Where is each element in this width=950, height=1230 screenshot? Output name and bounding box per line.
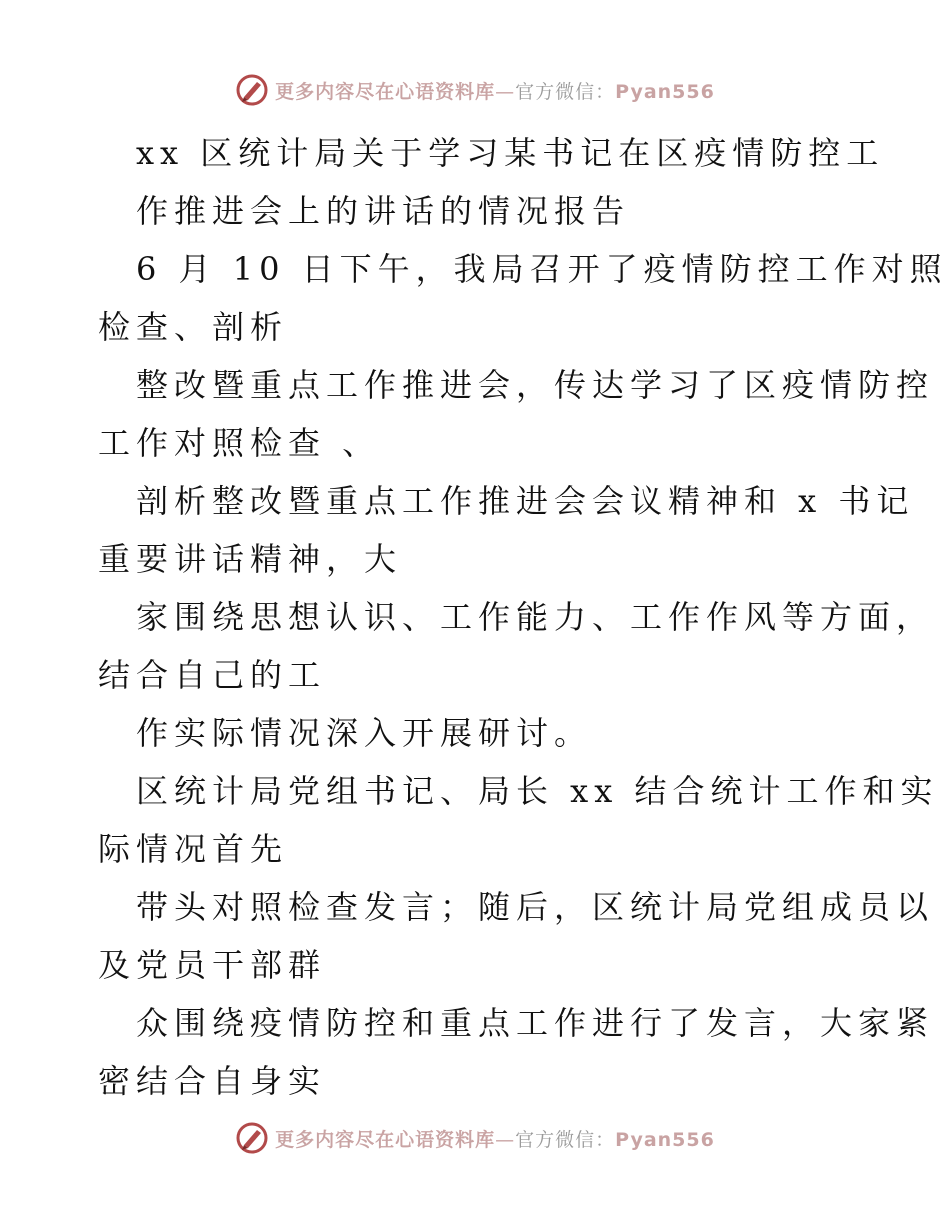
doc-title-line-1: xx 区统计局关于学习某书记在区疫情防控工	[136, 134, 885, 172]
doc-line: 众围绕疫情防控和重点工作进行了发言，大家紧	[136, 1004, 935, 1042]
doc-line: 检查、剖析	[98, 308, 289, 346]
doc-title-line-2: 作推进会上的讲话的情况报告	[136, 192, 631, 230]
doc-line: 6 月 10 日下午，我局召开了疫情防控工作对照	[136, 250, 948, 288]
doc-line: 剖析整改暨重点工作推进会会议精神和 x 书记	[136, 482, 915, 520]
doc-line: 及党员干部群	[98, 946, 327, 984]
banner-brand: 更多内容尽在心语资料库	[275, 80, 496, 103]
banner-label: 官方微信：	[515, 80, 616, 103]
banner-dash: —	[495, 1128, 516, 1151]
banner-dash: —	[495, 80, 516, 103]
doc-line: 密结合自身实	[98, 1062, 327, 1100]
doc-line: 家围绕思想认识、工作能力、工作作风等方面，	[136, 598, 935, 636]
doc-line: 区统计局党组书记、局长 xx 结合统计工作和实	[136, 772, 939, 810]
doc-line: 工作对照检查 、	[98, 424, 381, 462]
doc-line: 重要讲话精神，大	[98, 540, 403, 578]
banner-label: 官方微信：	[515, 1128, 616, 1151]
banner-text	[275, 1125, 715, 1152]
document-body	[98, 124, 948, 1110]
banner-text	[275, 77, 715, 104]
pen-logo-icon	[235, 1121, 269, 1155]
banner-brand: 更多内容尽在心语资料库	[275, 1128, 496, 1151]
banner-wechat-id: Pyan556	[615, 80, 715, 103]
doc-line: 作实际情况深入开展研讨。	[136, 714, 593, 752]
footer-banner	[0, 1118, 950, 1158]
doc-line: 结合自己的工	[98, 656, 327, 694]
banner-wechat-id: Pyan556	[615, 1128, 715, 1151]
doc-line: 带头对照检查发言；随后，区统计局党组成员以	[136, 888, 935, 926]
doc-line: 际情况首先	[98, 830, 289, 868]
header-banner	[0, 70, 950, 110]
doc-line: 整改暨重点工作推进会，传达学习了区疫情防控	[136, 366, 935, 404]
pen-logo-icon	[235, 73, 269, 107]
